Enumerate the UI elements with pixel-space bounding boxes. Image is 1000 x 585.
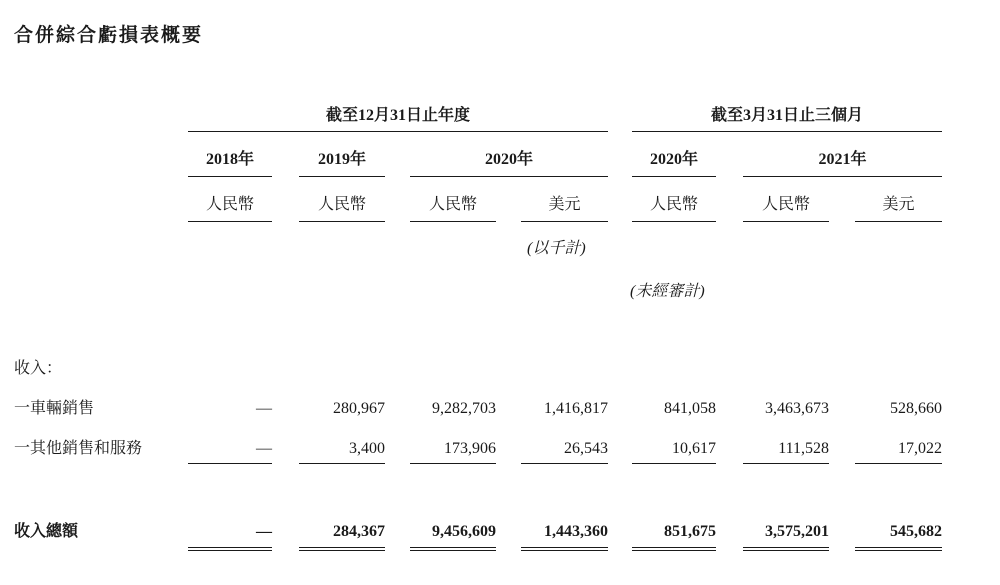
currency-underline <box>521 221 608 222</box>
total-rule <box>410 547 496 548</box>
total-rule <box>410 550 496 551</box>
year-underline-2018 <box>188 176 272 177</box>
table-cell: 1,416,817 <box>544 400 608 417</box>
subtotal-rule <box>855 463 942 464</box>
total-cell: 3,575,201 <box>765 523 829 540</box>
subtotal-rule <box>521 463 608 464</box>
total-rule <box>632 550 716 551</box>
total-cell: 284,367 <box>333 523 385 540</box>
subtotal-rule <box>410 463 496 464</box>
currency-underline <box>632 221 716 222</box>
total-rule <box>743 550 829 551</box>
year-underline-2019 <box>299 176 385 177</box>
table-cell: 111,528 <box>778 440 829 457</box>
total-rule <box>188 550 272 551</box>
total-cell: 545,682 <box>890 523 942 540</box>
subtotal-rule <box>743 463 829 464</box>
period-header-year-end: 截至12月31日止年度 <box>325 107 470 124</box>
total-rule <box>521 547 608 548</box>
page-title: 合併綜合虧損表概要 <box>14 24 204 46</box>
total-rule <box>855 547 942 548</box>
table-cell: 173,906 <box>444 440 496 457</box>
year-header-2020-q1: 2020年 <box>649 151 698 168</box>
table-cell: — <box>256 400 272 417</box>
currency-underline <box>410 221 496 222</box>
total-rule <box>188 547 272 548</box>
total-cell: 851,675 <box>664 523 716 540</box>
table-cell: 9,282,703 <box>432 400 496 417</box>
subtotal-rule <box>299 463 385 464</box>
period-underline-three-months <box>632 131 942 132</box>
table-cell: 3,400 <box>349 440 385 457</box>
table-cell: 10,617 <box>672 440 716 457</box>
currency-underline <box>855 221 942 222</box>
subtotal-rule <box>188 463 272 464</box>
year-header-2020: 2020年 <box>484 151 533 168</box>
subtotal-rule <box>632 463 716 464</box>
table-cell: 841,058 <box>664 400 716 417</box>
year-header-2019: 2019年 <box>317 151 366 168</box>
total-rule <box>521 550 608 551</box>
currency-header: 人民幣 <box>317 196 366 213</box>
note-in-thousands: (以千計) <box>527 240 586 257</box>
table-cell: 528,660 <box>890 400 942 417</box>
currency-underline <box>188 221 272 222</box>
year-underline-2020 <box>410 176 608 177</box>
year-underline-2020-q1 <box>632 176 716 177</box>
currency-header: 人民幣 <box>205 196 254 213</box>
row-label-vehicle-sales: 一車輛銷售 <box>14 398 95 417</box>
total-cell: — <box>256 523 272 540</box>
period-header-three-months: 截至3月31日止三個月 <box>710 107 863 124</box>
total-rule <box>299 550 385 551</box>
currency-header: 人民幣 <box>649 196 698 213</box>
currency-underline <box>299 221 385 222</box>
year-header-2021-q1: 2021年 <box>818 151 867 168</box>
total-cell: 9,456,609 <box>432 523 496 540</box>
currency-header: 人民幣 <box>428 196 477 213</box>
total-rule <box>855 550 942 551</box>
section-label-revenue: 收入： <box>14 358 63 377</box>
currency-header: 美元 <box>882 196 915 213</box>
total-rule <box>299 547 385 548</box>
table-cell: — <box>256 440 272 457</box>
table-cell: 3,463,673 <box>765 400 829 417</box>
total-cell: 1,443,360 <box>544 523 608 540</box>
currency-header: 美元 <box>548 196 581 213</box>
row-label-other-sales-services: 一其他銷售和服務 <box>14 438 143 457</box>
year-underline-2021-q1 <box>743 176 942 177</box>
year-header-2018: 2018年 <box>205 151 254 168</box>
currency-underline <box>743 221 829 222</box>
currency-header: 人民幣 <box>761 196 810 213</box>
period-underline-year-end <box>188 131 608 132</box>
row-label-total-revenue: 收入總額 <box>14 521 79 540</box>
note-unaudited: (未經審計) <box>630 283 705 300</box>
table-cell: 280,967 <box>333 400 385 417</box>
total-rule <box>743 547 829 548</box>
table-cell: 17,022 <box>898 440 942 457</box>
total-rule <box>632 547 716 548</box>
table-cell: 26,543 <box>564 440 608 457</box>
